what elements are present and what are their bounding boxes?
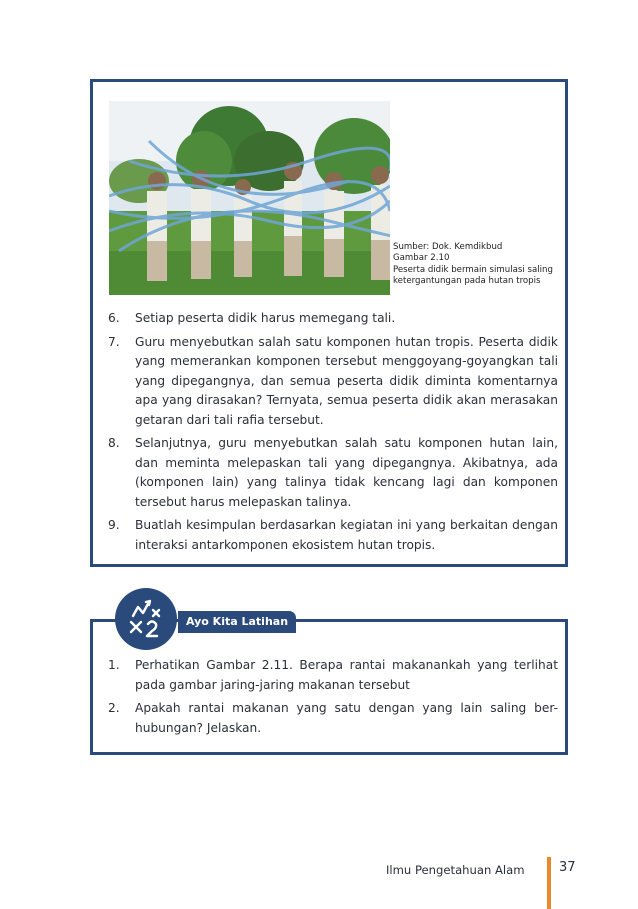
item-number: 9. bbox=[108, 518, 120, 532]
figure-source: Sumber: Dok. Kemdikbud bbox=[393, 242, 503, 252]
book-title: Ilmu Pengetahuan Alam bbox=[386, 863, 525, 877]
item-number: 1. bbox=[108, 658, 120, 672]
figure-caption-line1: Peserta didik bermain simulasi saling bbox=[393, 264, 553, 275]
figure-label: Gambar 2.10 bbox=[393, 253, 450, 264]
figure-caption-line2: ketergantungan pada hutan tropis bbox=[393, 276, 541, 287]
figure-caption bbox=[393, 242, 563, 288]
list-item bbox=[108, 516, 558, 555]
item-text: Setiap peserta didik harus memegang tali. bbox=[135, 311, 396, 325]
exercise-title: Ayo Kita Latihan bbox=[186, 615, 289, 628]
list-item bbox=[108, 333, 558, 431]
item-number: 2. bbox=[108, 701, 120, 715]
exercise-icon bbox=[115, 588, 177, 650]
exercise-badge bbox=[115, 588, 177, 650]
exercise-questions-list bbox=[108, 656, 558, 742]
activity-steps-list bbox=[108, 309, 558, 559]
list-item bbox=[108, 434, 558, 512]
figure-photo bbox=[109, 101, 390, 295]
item-text: Apakah rantai makanan yang satu dengan yang lain saling ber-hubungan? Jelaskan. bbox=[135, 701, 558, 735]
list-item bbox=[108, 656, 558, 695]
students-rope-photo bbox=[109, 101, 390, 295]
page-number: 37 bbox=[559, 860, 576, 875]
item-number: 7. bbox=[108, 334, 120, 349]
page-divider bbox=[547, 857, 551, 909]
item-number: 6. bbox=[108, 311, 120, 325]
item-text: Guru menyebutkan salah satu komponen hutan tropis. Peserta didik yang memerankan komponen tersebut menggoyang-goyangkan tali yang dipegangnya, dan semua peserta didik diminta komentarnya apa yang dirasakan? Ternyata, semua peserta didik akan merasakan getaran dari tali rafia tersebut. bbox=[135, 334, 558, 427]
list-item bbox=[108, 699, 558, 738]
list-item bbox=[108, 309, 558, 329]
item-number: 8. bbox=[108, 436, 120, 450]
item-text: Selanjutnya, guru menyebutkan salah satu komponen hutan lain, dan meminta melepaskan tali yang dipegangnya. Akibatnya, ada (komponen lain) yang talinya tidak kencang lagi dan komponen tersebut harus melepaskan talinya. bbox=[135, 436, 558, 509]
item-text: Buatlah kesimpulan berdasarkan kegiatan ini yang berkaitan dengan interaksi antarkomponen ekosistem hutan tropis. bbox=[135, 518, 558, 552]
item-text: Perhatikan Gambar 2.11. Berapa rantai makanankah yang terlihat pada gambar jaring-jaring makanan tersebut bbox=[135, 658, 558, 692]
